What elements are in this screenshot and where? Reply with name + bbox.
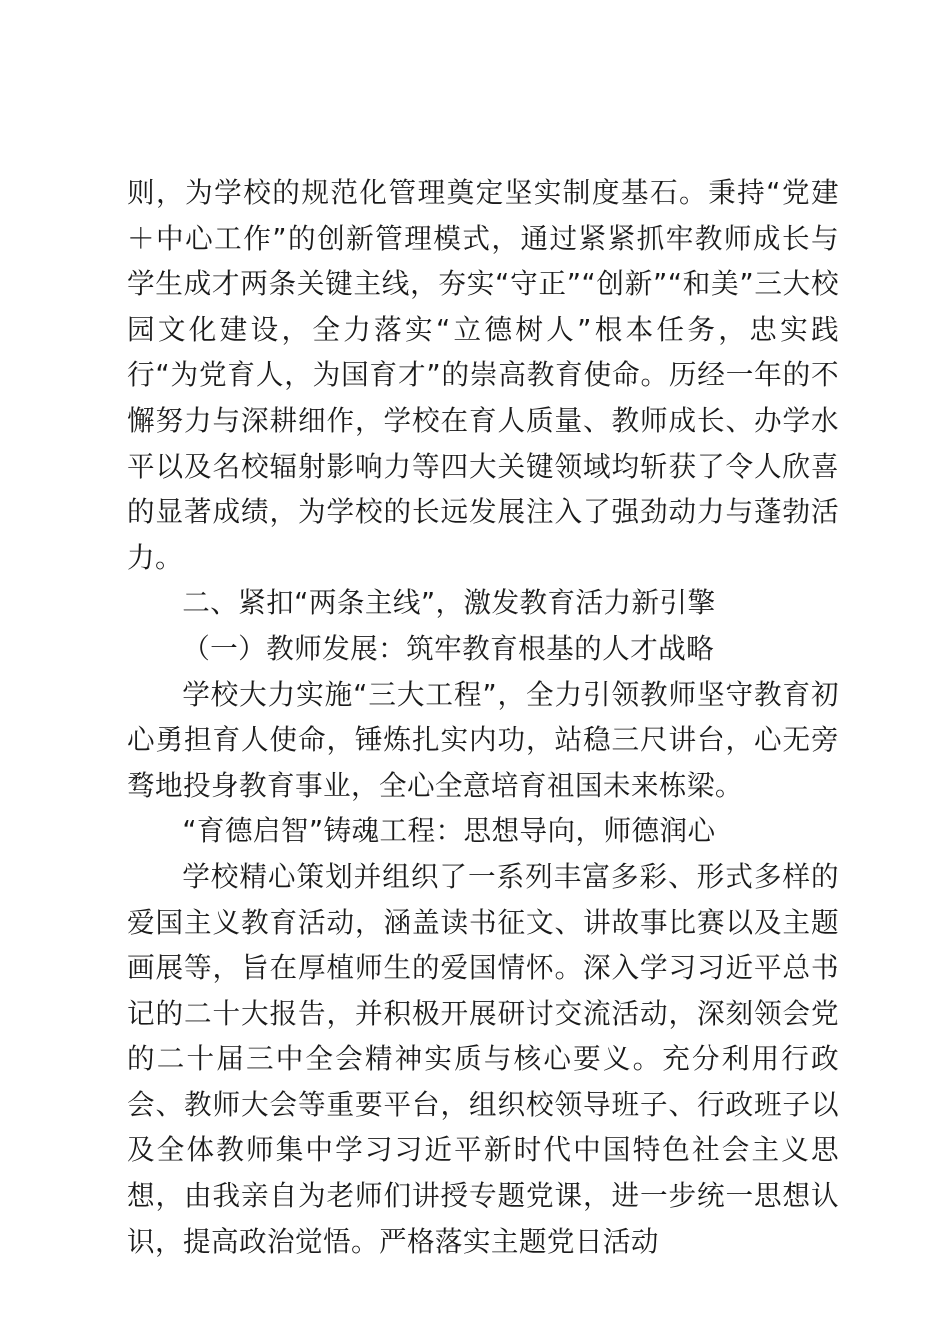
section-heading: 二、紧扣“两条主线”，激发教育活力新引擎 xyxy=(182,586,716,620)
subsection-heading: （一）教师发展：筑牢教育根基的人才战略 xyxy=(182,631,715,665)
document-body xyxy=(127,170,839,1264)
paragraph-continuation: 则，为学校的规范化管理奠定坚实制度基石。秉持“党建＋中心工作”的创新管理模式，通过紧紧抓牢教师成长与学生成才两条关键主线，夯实“守正”“创新”“和美”三大校园文化建设，全力落实“立德树人”根本任务，忠实践行“为党育人，为国育才”的崇高教育使命。历经一年的不懈努力与深耕细作，学校在育人质量、教师成长、办学水平以及名校辐射影响力等四大关键领域均斩获了令人欣喜的显著成绩，为学校的长远发展注入了强劲动力与蓬勃活力。 xyxy=(127,176,839,574)
subsection-heading-project: “育德启智”铸魂工程：思想导向，师德润心 xyxy=(182,814,716,848)
paragraph-patriotic-education: 学校精心策划并组织了一系列丰富多彩、形式多样的爱国主义教育活动，涵盖读书征文、讲故事比赛以及主题画展等，旨在厚植师生的爱国情怀。深入学习习近平总书记的二十大报告，并积极开展研讨交流活动，深刻领会党的二十届三中全会精神实质与核心要义。充分利用行政会、教师大会等重要平台，组织校领导班子、行政班子以及全体教师集中学习习近平新时代中国特色社会主义思想，由我亲自为老师们讲授专题党课，进一步统一思想认识，提高政治觉悟。严格落实主题党日活动 xyxy=(127,859,839,1258)
paragraph-teacher-development: 学校大力实施“三大工程”，全力引领教师坚守教育初心勇担育人使命，锤炼扎实内功，站稳三尺讲台，心无旁骛地投身教育事业，全心全意培育祖国未来栋梁。 xyxy=(127,677,839,802)
